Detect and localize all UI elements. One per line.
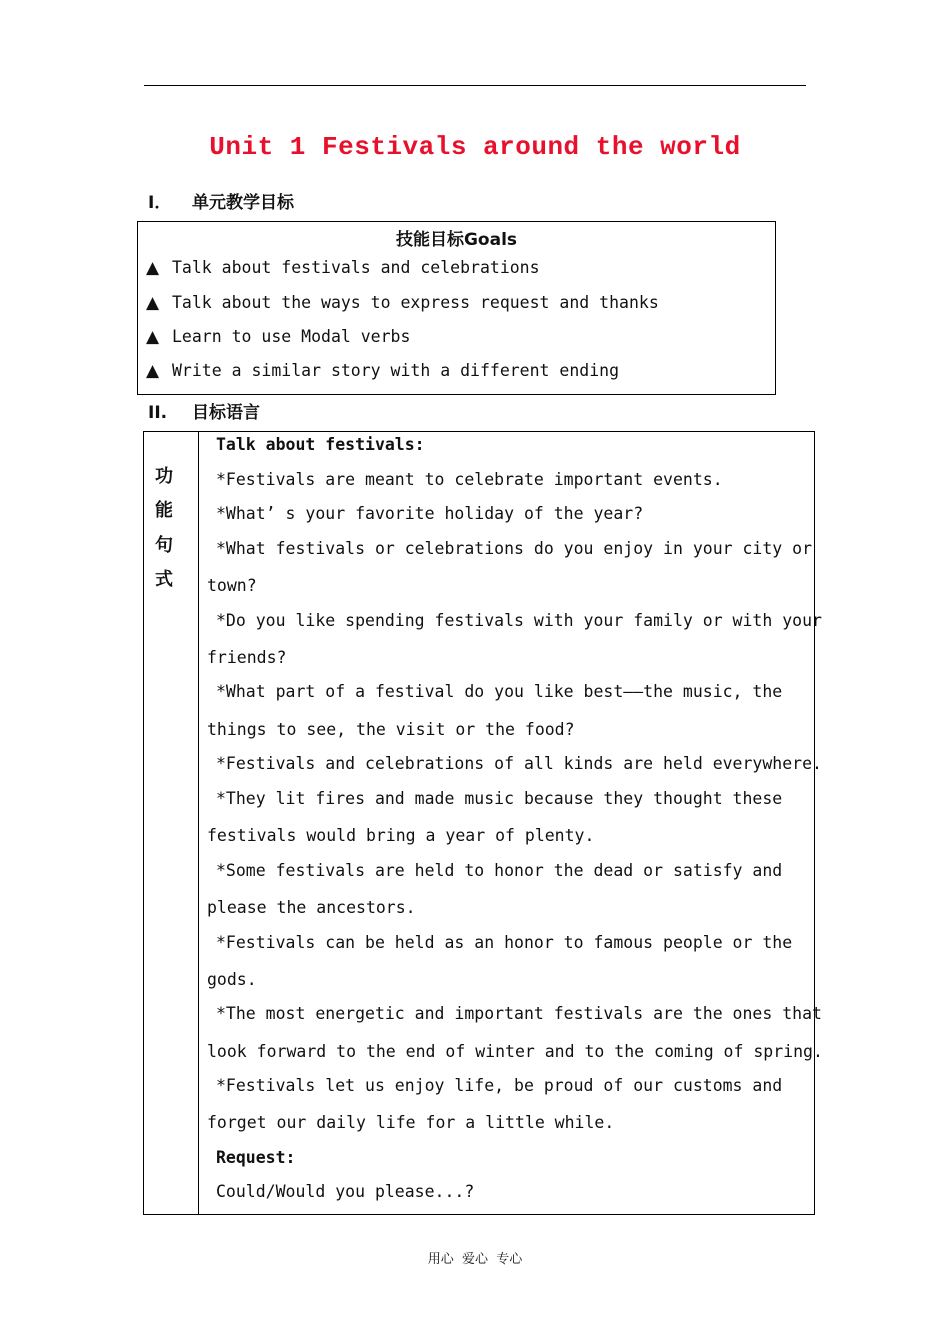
sentence-line: *Do you like spending festivals with your family or with your xyxy=(216,611,822,630)
sentence-line: town? xyxy=(207,576,257,595)
column-divider xyxy=(198,432,199,1214)
sentence-line: Could/Would you please...? xyxy=(216,1182,475,1201)
sentence-line: *What part of a festival do you like best——the music, the xyxy=(216,682,783,701)
goal-text: Write a similar story with a different ending xyxy=(172,361,620,380)
section-number: I． xyxy=(148,193,172,213)
subheading-request: Request: xyxy=(216,1148,296,1167)
section-label: 单元教学目标 xyxy=(192,193,294,213)
target-language-table xyxy=(143,431,823,1215)
sentence-line: friends? xyxy=(207,648,287,667)
section-heading-objectives xyxy=(148,188,294,213)
sentence-line: gods. xyxy=(207,970,257,989)
sentence-line: *Festivals let us enjoy life, be proud of our customs and xyxy=(216,1076,783,1095)
goal-item xyxy=(146,293,659,313)
goal-item xyxy=(146,361,619,381)
sentence-line: *Festivals are meant to celebrate important events. xyxy=(216,470,723,489)
triangle-bullet-icon: ▲ xyxy=(146,293,160,313)
sentence-line: *What’ s your favorite holiday of the year? xyxy=(216,504,644,523)
side-label-char: 能 xyxy=(155,500,173,521)
side-label-char: 句 xyxy=(155,535,173,556)
subheading-talk-about-festivals: Talk about festivals: xyxy=(216,435,425,454)
sentence-line: festivals would bring a year of plenty. xyxy=(207,826,595,845)
goal-item xyxy=(146,258,540,278)
goal-text: Learn to use Modal verbs xyxy=(172,327,411,346)
section-number: II. xyxy=(148,403,168,423)
section-heading-target-language xyxy=(148,398,260,423)
header-rule xyxy=(144,85,806,86)
side-label-char: 功 xyxy=(155,466,173,487)
sentence-line: forget our daily life for a little while. xyxy=(207,1113,615,1132)
sentence-line: *Some festivals are held to honor the dead or satisfy and xyxy=(216,861,783,880)
sentence-line: *Festivals and celebrations of all kinds are held everywhere. xyxy=(216,754,822,773)
goals-table xyxy=(137,221,776,395)
triangle-bullet-icon: ▲ xyxy=(146,327,160,347)
sentence-line: *Festivals can be held as an honor to famous people or the xyxy=(216,933,793,952)
goal-text: Talk about festivals and celebrations xyxy=(172,258,540,277)
side-label-char: 式 xyxy=(155,569,173,590)
sentence-line: *The most energetic and important festivals are the ones that xyxy=(216,1004,822,1023)
sentence-line: *They lit fires and made music because they thought these xyxy=(216,789,783,808)
sentence-line: things to see, the visit or the food? xyxy=(207,720,575,739)
goal-text: Talk about the ways to express request and thanks xyxy=(172,293,659,312)
section-label: 目标语言 xyxy=(192,403,260,423)
document-title: Unit 1 Festivals around the world xyxy=(209,132,741,162)
goal-item xyxy=(146,327,410,347)
triangle-bullet-icon: ▲ xyxy=(146,361,160,381)
triangle-bullet-icon: ▲ xyxy=(146,258,160,278)
sentence-line: *What festivals or celebrations do you enjoy in your city or xyxy=(216,539,813,558)
sentence-line: look forward to the end of winter and to the coming of spring. xyxy=(207,1042,823,1061)
goals-header: 技能目标Goals xyxy=(395,230,518,250)
page-footer: 用心 爱心 专心 xyxy=(427,1252,523,1267)
sentence-line: please the ancestors. xyxy=(207,898,416,917)
